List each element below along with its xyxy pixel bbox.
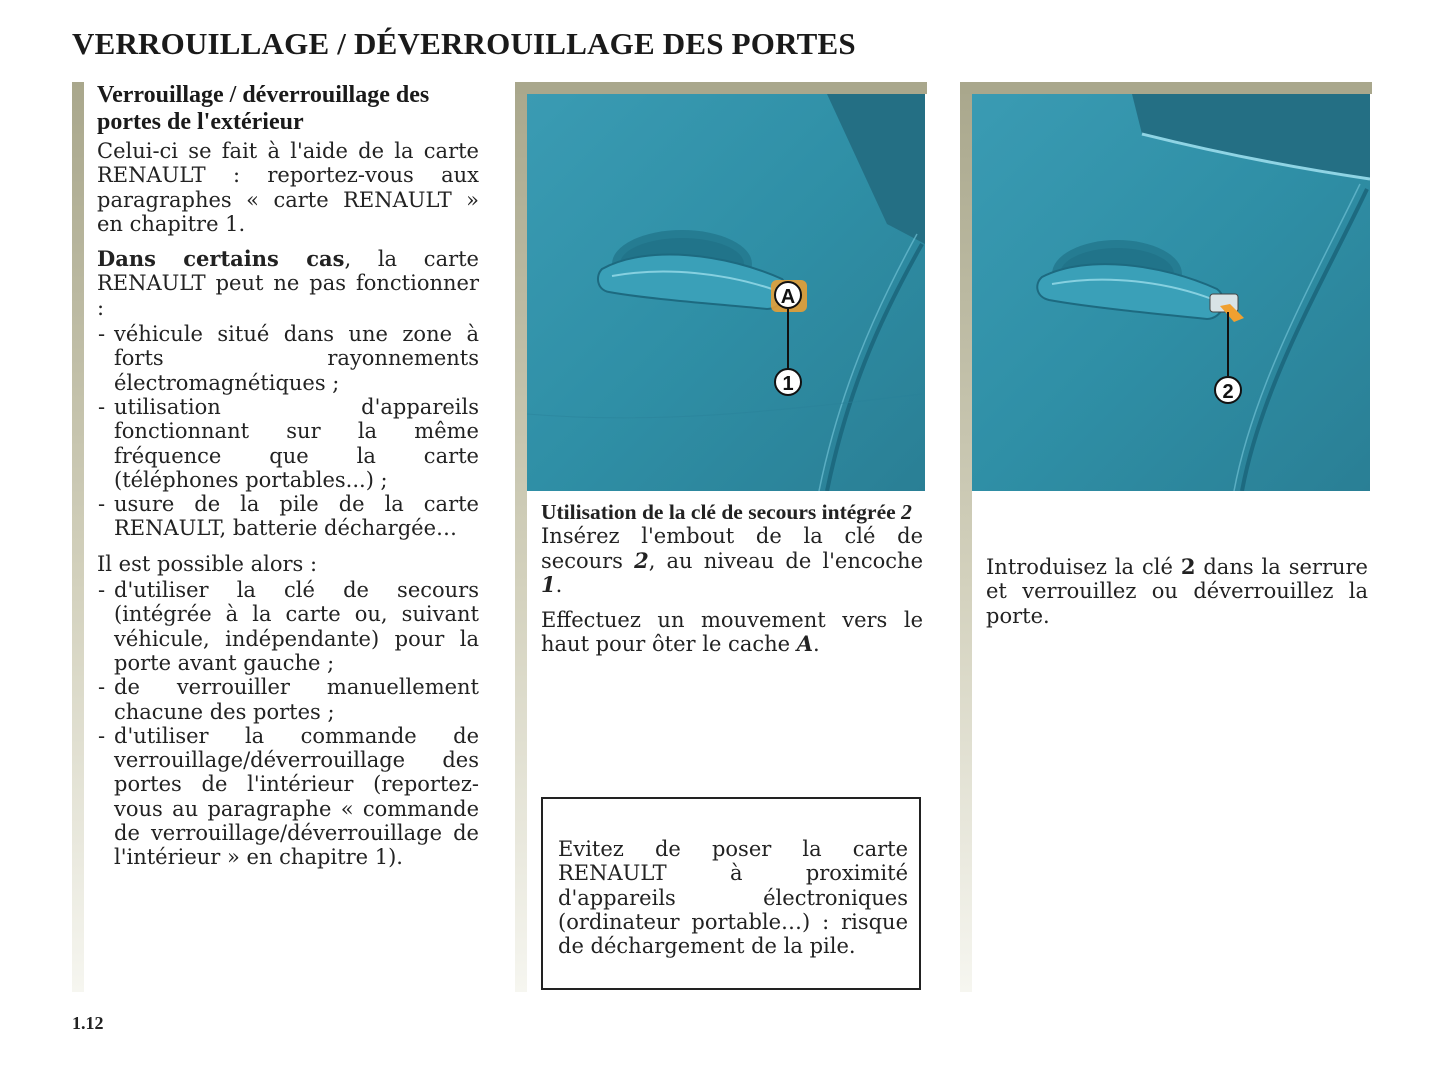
door-handle-illustration xyxy=(527,94,925,491)
door-handle-photo-cover xyxy=(527,94,925,491)
column-exterior-locking xyxy=(72,82,486,992)
key-in-lock-photo xyxy=(972,94,1370,491)
insert-key-paragraph xyxy=(986,555,1368,628)
cases-rest: , la carte RENAULT peut ne pas fonctionner : xyxy=(97,247,479,320)
sidebar-rule xyxy=(515,82,527,992)
options-list xyxy=(97,578,479,870)
text-run: Effectuez un mouvement vers le haut pour ôter le cache xyxy=(541,608,923,657)
subsection-heading xyxy=(541,500,923,524)
subsection-heading-text: Utilisation de la clé de secours intégrée xyxy=(541,500,896,524)
top-rule xyxy=(960,82,1372,94)
callout-2-label: 2 xyxy=(1222,381,1234,403)
text-run: , au niveau de l'encoche xyxy=(648,548,923,573)
sidebar-rule xyxy=(960,82,972,992)
key-number: 2 xyxy=(634,547,649,573)
sidebar-rule xyxy=(72,82,84,992)
list-item: - d'utiliser la clé de secours (intégrée à la carte ou, suivant véhicule, indépendante) pour la porte avant gauche ; xyxy=(97,578,479,675)
intro-paragraph: Celui-ci se fait à l'aide de la carte RENAULT : reportez-vous aux paragraphes « carte RENAULT » en chapitre 1. xyxy=(97,139,479,236)
warning-box xyxy=(541,797,921,990)
list-item: - usure de la pile de la carte RENAULT, batterie déchargée… xyxy=(97,492,479,541)
section-heading: Verrouillage / déverrouillage des portes de l'extérieur xyxy=(97,82,430,135)
text-run: Introduisez la clé xyxy=(986,555,1181,579)
top-rule xyxy=(515,82,927,94)
cover-letter: A xyxy=(796,631,814,657)
text-run: Insérez l'embout de la clé de secours xyxy=(541,524,923,573)
cases-list xyxy=(97,322,479,541)
key-number: 2 xyxy=(1180,554,1196,579)
possible-paragraph: Il est possible alors : xyxy=(97,551,318,576)
subsection-heading-number: 2 xyxy=(901,500,912,524)
list-item: - véhicule situé dans une zone à forts rayonnements électromagnétiques ; xyxy=(97,322,479,395)
key-in-lock-illustration xyxy=(972,94,1370,491)
cases-paragraph xyxy=(97,247,479,320)
notch-number: 1 xyxy=(541,571,556,597)
callout-1-label: 1 xyxy=(782,373,794,395)
page-title: VERROUILLAGE / DÉVERROUILLAGE DES PORTES xyxy=(72,26,856,61)
text-run: . xyxy=(813,632,820,657)
column-insert-key xyxy=(960,82,1372,992)
warning-text: Evitez de poser la carte RENAULT à proximité d'appareils électroniques (ordinateur portable…) : risque de déchargement de la pile. xyxy=(558,837,908,959)
emergency-key-text xyxy=(541,500,923,668)
column-text xyxy=(97,82,479,881)
insert-key-paragraph xyxy=(541,524,923,597)
page-number: 1.12 xyxy=(72,1013,104,1033)
callout-a-label: A xyxy=(780,286,796,308)
remove-cover-paragraph xyxy=(541,608,923,657)
insert-key-text xyxy=(986,555,1368,639)
text-run: . xyxy=(555,572,563,597)
list-item: - de verrouiller manuellement chacune des portes ; xyxy=(97,675,479,724)
text-run: dans la serrure et verrouillez ou déverrouillez la porte. xyxy=(986,555,1368,628)
list-item: - d'utiliser la commande de verrouillage/déverrouillage des portes de l'intérieur (reportez-vous au paragraphe « commande de verrouillage/déverrouillage de l'intérieur » en chapitre 1). xyxy=(97,724,479,870)
list-item: - utilisation d'appareils fonctionnant sur la même fréquence que la carte (téléphones portables...) ; xyxy=(97,395,479,492)
cases-bold: Dans certains cas xyxy=(97,246,345,272)
